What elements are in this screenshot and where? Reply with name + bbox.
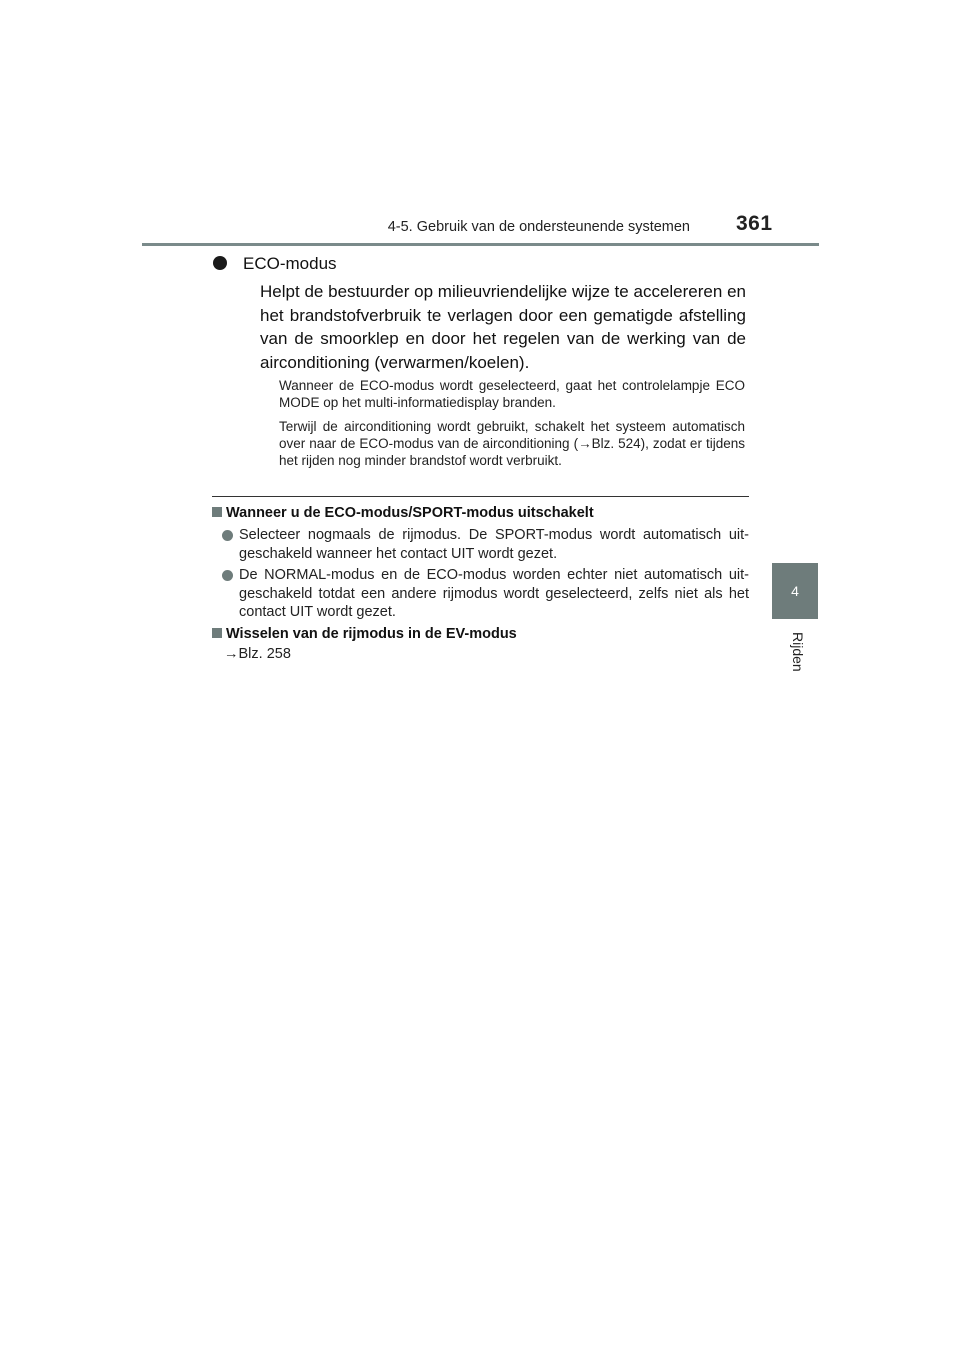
info-heading-text: Wisselen van de rijmodus in de EV-modus bbox=[226, 626, 517, 642]
header-divider bbox=[142, 243, 819, 246]
page-number: 361 bbox=[736, 212, 773, 235]
info-heading-text: Wanneer u de ECO-modus/SPORT-modus uitschakelt bbox=[226, 505, 594, 521]
list-item-text: Selecteer nogmaals de rijmodus. De SPORT-modus wordt automatisch uitgeschakeld wanneer het contact UIT wordt gezet. bbox=[239, 527, 749, 562]
bullet-dot-icon bbox=[222, 530, 233, 541]
eco-mode-note: Wanneer de ECO-modus wordt geselecteerd, gaat het controlelampje ECO MODE op het multi-informatiedisplay branden. bbox=[279, 378, 745, 410]
eco-mode-heading bbox=[213, 254, 337, 274]
list-item bbox=[222, 566, 749, 622]
square-bullet-icon bbox=[212, 628, 222, 638]
bullet-dot-icon bbox=[222, 570, 233, 581]
list-item-text: De NORMAL-modus en de ECO-modus worden echter niet automatisch uitgeschakeld totdat een andere rijmodus wordt geselecteerd, zelfs niet als het contact UIT wordt gezet. bbox=[239, 567, 749, 620]
page-reference: →Blz. 258 bbox=[224, 646, 291, 662]
chapter-tab bbox=[772, 563, 818, 619]
square-bullet-icon bbox=[212, 507, 222, 517]
chapter-number: 4 bbox=[791, 583, 799, 599]
section-divider bbox=[212, 496, 749, 497]
info-heading bbox=[212, 505, 594, 521]
list-item bbox=[222, 526, 749, 563]
header-section-title: 4-5. Gebruik van de ondersteunende systemen bbox=[387, 219, 690, 235]
info-heading bbox=[212, 626, 517, 642]
eco-mode-description: Helpt de bestuurder op milieuvriendelijke wijze te accelereren en het brandstofverbruik te verlagen door een gematigde afstelling van de smoorklep en door het regelen van de werking van de airconditioning (verwarmen/koelen). bbox=[260, 282, 746, 372]
eco-mode-note: Terwijl de airconditioning wordt gebruikt, schakelt het systeem automatisch over naar de ECO-modus van de airconditioning (→Blz. 524), zodat er tijdens het rijden nog minder brandstof wordt verbruikt. bbox=[279, 419, 745, 468]
bullet-dot-icon bbox=[213, 256, 227, 270]
eco-mode-title: ECO-modus bbox=[243, 254, 337, 273]
chapter-label: Rijden bbox=[790, 632, 806, 672]
